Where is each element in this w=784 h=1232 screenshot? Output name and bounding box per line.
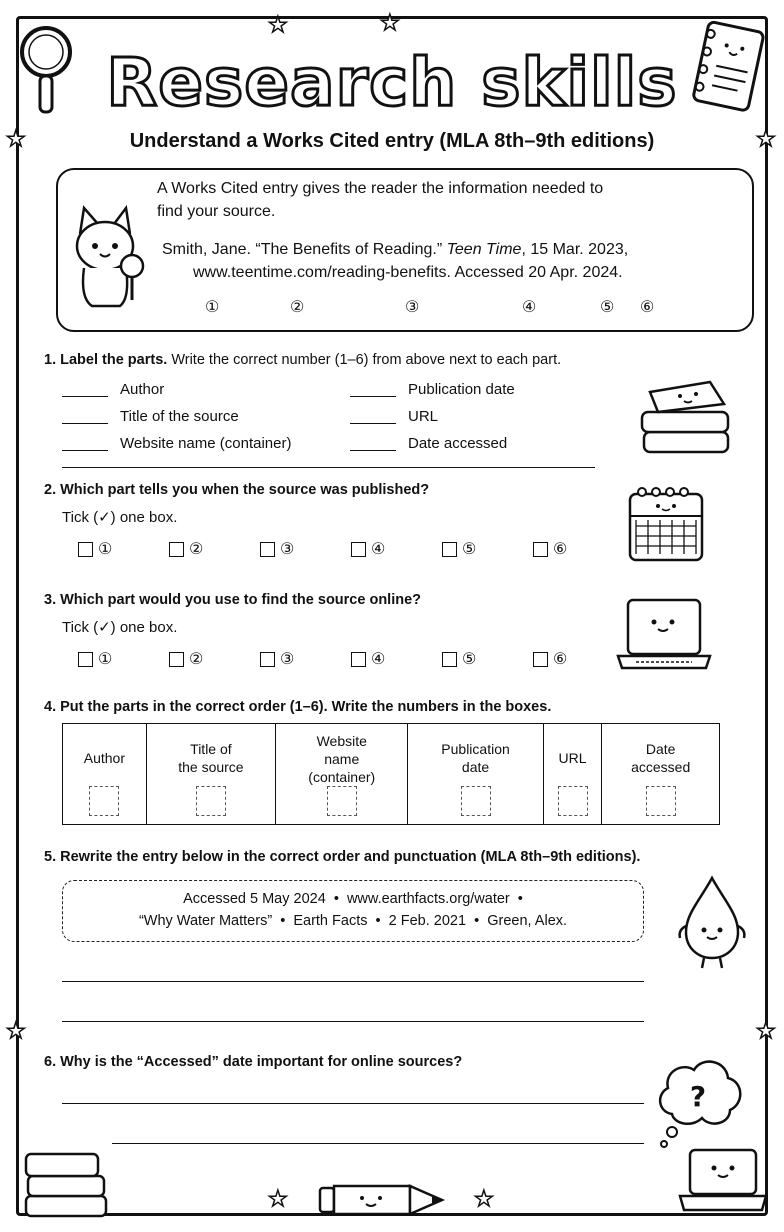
star-icon: ★ (268, 12, 288, 37)
column-label: Date (645, 741, 676, 757)
column-label: name (324, 751, 360, 767)
option-label: ⑥ (553, 541, 568, 558)
writing-line[interactable] (62, 981, 644, 982)
laptop-small-icon (676, 1146, 772, 1220)
star-icon: ★ (380, 10, 400, 35)
q1-row (350, 409, 396, 429)
checkbox[interactable] (442, 652, 457, 667)
q1-bold: Label the parts. (60, 352, 168, 368)
marker-1: ① (205, 299, 220, 316)
q2-option-5[interactable] (442, 539, 476, 559)
column-label: Publication (441, 741, 510, 757)
q1-row (62, 409, 108, 429)
answer-blank[interactable] (350, 382, 396, 397)
option-label: ④ (371, 651, 386, 668)
star-icon: ★ (268, 1186, 288, 1211)
pencil-icon (316, 1180, 448, 1220)
q3-option-2[interactable] (169, 649, 203, 669)
page-title: Research skills (106, 44, 678, 121)
q3-option-4[interactable] (351, 649, 385, 669)
star-icon: ★ (474, 1186, 494, 1211)
checkbox[interactable] (169, 542, 184, 557)
books-stack-icon (636, 376, 736, 458)
star-icon: ★ (756, 126, 776, 151)
thought-bubble-icon (652, 1052, 748, 1148)
q1-text: Write the correct number (1–6) from above next to each part. (171, 352, 562, 368)
q3-heading: 3. Which part would you use to find the source online? (44, 592, 422, 608)
answer-box[interactable] (461, 786, 491, 816)
scrambled-entry-line-1: Accessed 5 May 2024 • www.earthfacts.org/water • (183, 891, 523, 907)
answer-box[interactable] (558, 786, 588, 816)
q2-heading: 2. Which part tells you when the source was published? (44, 482, 430, 498)
q1-row (350, 382, 396, 402)
citation-date: , 15 Mar. 2023, (521, 241, 629, 258)
column-label: accessed (631, 759, 691, 775)
option-label: ① (98, 651, 113, 668)
column-label: date (461, 759, 490, 775)
q1-item-accessed: Date accessed (408, 435, 508, 452)
page-subtitle: Understand a Works Cited entry (MLA 8th–9th editions) (129, 130, 655, 152)
scrambled-entry-line-2: “Why Water Matters” • Earth Facts • 2 Feb. 2021 • Green, Alex. (138, 913, 568, 929)
q1-item-website: Website name (container) (120, 435, 292, 452)
laptop-icon (614, 596, 714, 674)
option-label: ⑥ (553, 651, 568, 668)
star-icon: ★ (6, 1018, 26, 1043)
q1-row (62, 436, 108, 456)
checkbox[interactable] (351, 542, 366, 557)
answer-blank[interactable] (350, 436, 396, 451)
q3-option-3[interactable] (260, 649, 294, 669)
q2-option-4[interactable] (351, 539, 385, 559)
marker-2: ② (290, 299, 305, 316)
citation-container: Teen Time (446, 241, 522, 258)
q3-option-1[interactable] (78, 649, 112, 669)
checkbox[interactable] (533, 652, 548, 667)
citation-author-title: Smith, Jane. “The Benefits of Reading.” (162, 241, 443, 258)
star-icon: ★ (756, 1018, 776, 1043)
column-label: Author (83, 750, 125, 766)
order-table (62, 723, 720, 825)
column-label: Website (316, 733, 367, 749)
q3-option-5[interactable] (442, 649, 476, 669)
answer-blank[interactable] (62, 436, 108, 451)
answer-box[interactable] (327, 786, 357, 816)
column-label: the source (178, 759, 244, 775)
question-mark: ? (689, 1080, 707, 1113)
q3-option-6[interactable] (533, 649, 567, 669)
answer-box[interactable] (89, 786, 119, 816)
order-cell-author (63, 724, 147, 825)
checkbox[interactable] (78, 542, 93, 557)
q1-number: 1. (44, 352, 57, 368)
divider (62, 467, 595, 468)
q5-heading: 5. Rewrite the entry below in the correct order and punctuation (MLA 8th–9th editions). (44, 849, 641, 865)
option-label: ⑤ (462, 541, 477, 558)
option-label: ④ (371, 541, 386, 558)
order-cell-pubdate (408, 724, 543, 825)
checkbox[interactable] (260, 652, 275, 667)
checkbox[interactable] (169, 652, 184, 667)
q3-instruction: Tick (✓) one box. (62, 619, 178, 636)
q1-item-pubdate: Publication date (408, 381, 515, 398)
q1-row (62, 382, 108, 402)
order-cell-title (146, 724, 275, 825)
q2-instruction: Tick (✓) one box. (62, 509, 178, 526)
marker-3: ③ (405, 299, 420, 316)
water-drop-icon (676, 874, 748, 970)
checkbox[interactable] (533, 542, 548, 557)
checkbox[interactable] (78, 652, 93, 667)
answer-box[interactable] (646, 786, 676, 816)
scrambled-entry-box (62, 880, 644, 942)
q1-row (350, 436, 396, 456)
checkbox[interactable] (442, 542, 457, 557)
intro-line-2: find your source. (157, 203, 276, 220)
q2-option-1[interactable] (78, 539, 112, 559)
intro-line-1: A Works Cited entry gives the reader the information needed to (157, 180, 604, 197)
marker-5: ⑤ (600, 299, 615, 316)
q2-option-2[interactable] (169, 539, 203, 559)
q1-heading (44, 352, 561, 368)
option-label: ① (98, 541, 113, 558)
answer-blank[interactable] (62, 382, 108, 397)
checkbox[interactable] (260, 542, 275, 557)
q4-heading: 4. Put the parts in the correct order (1–6). Write the numbers in the boxes. (44, 699, 552, 715)
citation-line-2: www.teentime.com/reading-benefits. Accessed 20 Apr. 2024. (193, 264, 623, 281)
answer-box[interactable] (196, 786, 226, 816)
column-label: Title of (190, 741, 232, 757)
answer-blank[interactable] (350, 409, 396, 424)
books-pile-icon (20, 1140, 112, 1220)
order-cell-website (276, 724, 408, 825)
option-label: ③ (280, 651, 295, 668)
column-label: URL (558, 750, 587, 766)
q1-item-author: Author (120, 381, 165, 398)
marker-6: ⑥ (640, 299, 655, 316)
writing-line[interactable] (112, 1143, 644, 1144)
q6-heading: 6. Why is the “Accessed” date important for online sources? (44, 1054, 463, 1070)
writing-line[interactable] (62, 1103, 644, 1104)
option-label: ② (189, 541, 204, 558)
q2-option-6[interactable] (533, 539, 567, 559)
calendar-icon (626, 484, 706, 564)
cat-icon (64, 204, 154, 316)
q2-option-3[interactable] (260, 539, 294, 559)
citation-line-1 (162, 241, 628, 259)
writing-line[interactable] (62, 1021, 644, 1022)
order-cell-url (543, 724, 602, 825)
column-label: (container) (308, 769, 376, 785)
option-label: ③ (280, 541, 295, 558)
q1-item-title: Title of the source (120, 408, 239, 425)
star-icon: ★ (6, 126, 26, 151)
q1-item-url: URL (408, 408, 439, 425)
option-label: ⑤ (462, 651, 477, 668)
option-label: ② (189, 651, 204, 668)
answer-blank[interactable] (62, 409, 108, 424)
order-cell-accessed (602, 724, 720, 825)
checkbox[interactable] (351, 652, 366, 667)
marker-4: ④ (522, 299, 537, 316)
